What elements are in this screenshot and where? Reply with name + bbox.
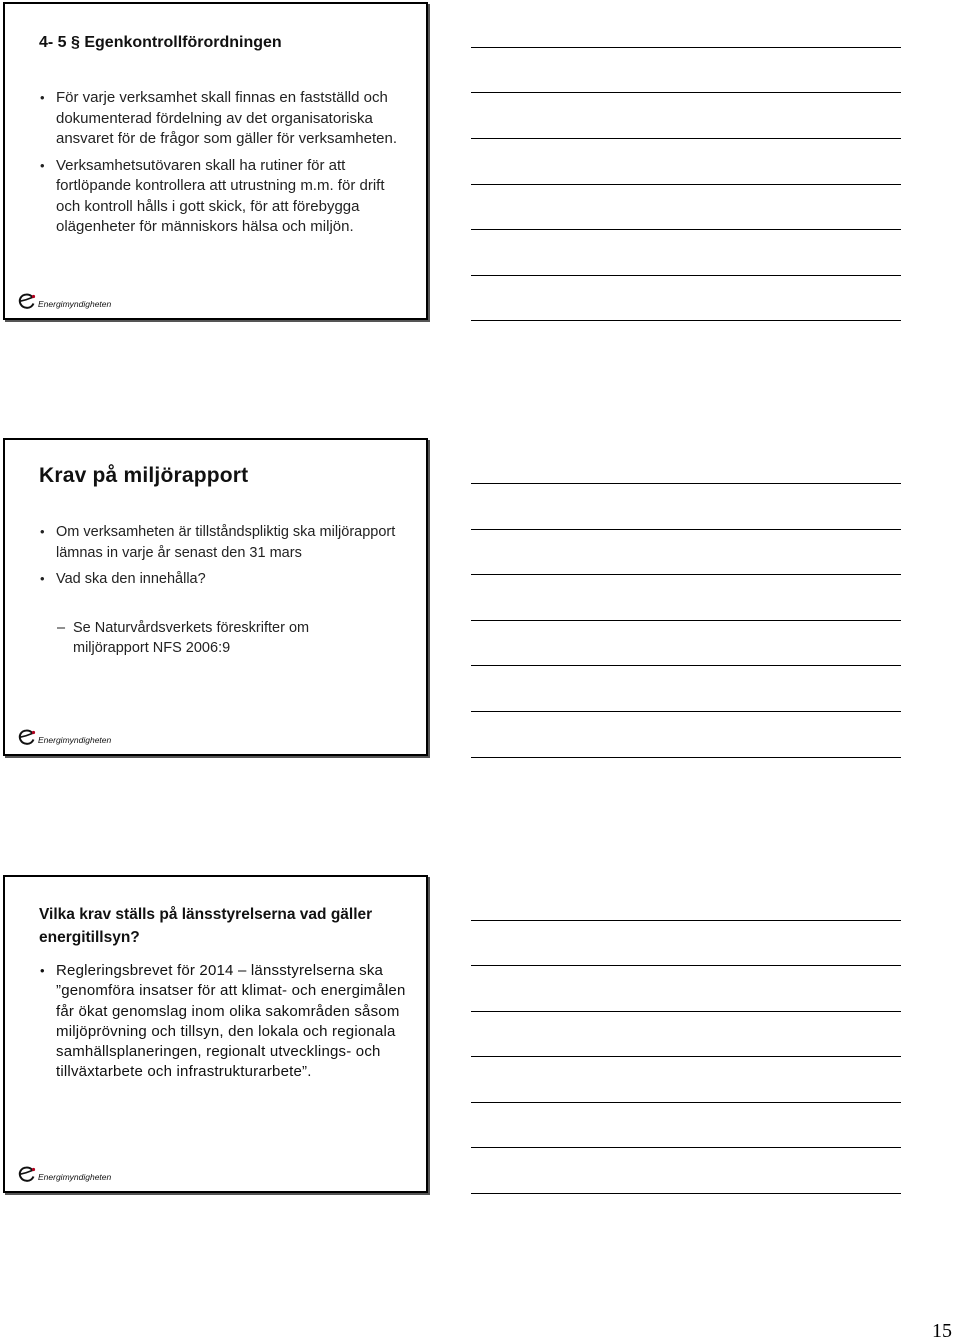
bullet-text: Om verksamheten är tillståndspliktig ska miljörapport lämnas in varje år senast den 31 mars bbox=[56, 524, 396, 561]
page-number: 15 bbox=[932, 1320, 952, 1342]
note-line bbox=[471, 184, 901, 185]
slide-1 bbox=[3, 2, 428, 320]
logo-e-icon bbox=[17, 727, 37, 747]
note-line bbox=[471, 47, 901, 48]
slide-title: Krav på miljörapport bbox=[39, 464, 249, 487]
note-line bbox=[471, 483, 901, 484]
bullet-list bbox=[39, 961, 409, 1083]
note-line bbox=[471, 620, 901, 621]
bullet-item bbox=[39, 156, 409, 238]
note-line bbox=[471, 1056, 901, 1057]
bullet-item bbox=[39, 88, 409, 150]
sub-bullet-item bbox=[57, 618, 357, 658]
logo-e-icon bbox=[17, 291, 37, 311]
bullet-icon: • bbox=[40, 157, 45, 173]
bullet-item bbox=[39, 522, 409, 563]
bullet-list bbox=[39, 522, 409, 596]
sub-bullet-text: Se Naturvårdsverkets föreskrifter om miljörapport NFS 2006:9 bbox=[73, 620, 310, 656]
note-line bbox=[471, 574, 901, 575]
note-line bbox=[471, 711, 901, 712]
bullet-item bbox=[39, 961, 409, 1083]
note-line bbox=[471, 1102, 901, 1103]
note-line bbox=[471, 665, 901, 666]
note-line bbox=[471, 138, 901, 139]
energimyndigheten-logo bbox=[17, 726, 111, 748]
dash-icon: – bbox=[57, 620, 66, 636]
bullet-text: För varje verksamhet skall finnas en fastställd och dokumenterad fördelning av det organisatoriska ansvaret för de frågor som gäller för verksamheten. bbox=[56, 89, 397, 147]
slide-title: Vilka krav ställs på länsstyrelserna vad gäller energitillsyn? bbox=[39, 906, 373, 946]
slide-2 bbox=[3, 438, 428, 756]
slide-title: 4- 5 § Egenkontrollförordningen bbox=[39, 34, 282, 51]
note-line bbox=[471, 757, 901, 758]
note-line bbox=[471, 529, 901, 530]
bullet-list bbox=[39, 88, 409, 244]
bullet-icon: • bbox=[40, 963, 45, 978]
logo-text: Energimyndigheten bbox=[38, 1172, 112, 1182]
bullet-icon: • bbox=[40, 524, 45, 539]
logo-text: Energimyndigheten bbox=[38, 299, 112, 309]
logo-text: Energimyndigheten bbox=[38, 735, 112, 745]
note-line bbox=[471, 920, 901, 921]
note-line bbox=[471, 965, 901, 966]
note-line bbox=[471, 229, 901, 230]
bullet-text: Verksamhetsutövaren skall ha rutiner för att fortlöpande kontrollera att utrustning m.m. för drift och kontroll hålls i gott skick, för att förebygga olägenheter för människors hälsa och miljön. bbox=[56, 156, 385, 235]
note-line bbox=[471, 320, 901, 321]
energimyndigheten-logo bbox=[17, 1163, 111, 1185]
slide-3 bbox=[3, 875, 428, 1193]
sub-bullet-list bbox=[57, 618, 357, 658]
energimyndigheten-logo bbox=[17, 290, 111, 312]
bullet-item bbox=[39, 569, 409, 590]
note-line bbox=[471, 92, 901, 93]
note-line bbox=[471, 1193, 901, 1194]
note-line bbox=[471, 1147, 901, 1148]
logo-e-icon bbox=[17, 1164, 37, 1184]
note-line bbox=[471, 275, 901, 276]
note-line bbox=[471, 1011, 901, 1012]
bullet-text: Regleringsbrevet för 2014 – länsstyrelserna ska ”genomföra insatser för att klimat- och energimålen får ökat genomslag inom olika sakområden såsom miljöprövning och tillsyn, den lokala och regionala samhällsplaneringen, regionalt utvecklings- och tillväxtarbete och infrastrukturarbete”. bbox=[56, 962, 406, 1081]
bullet-text: Vad ska den innehålla? bbox=[56, 571, 206, 587]
bullet-icon: • bbox=[40, 571, 45, 586]
bullet-icon: • bbox=[40, 90, 45, 105]
